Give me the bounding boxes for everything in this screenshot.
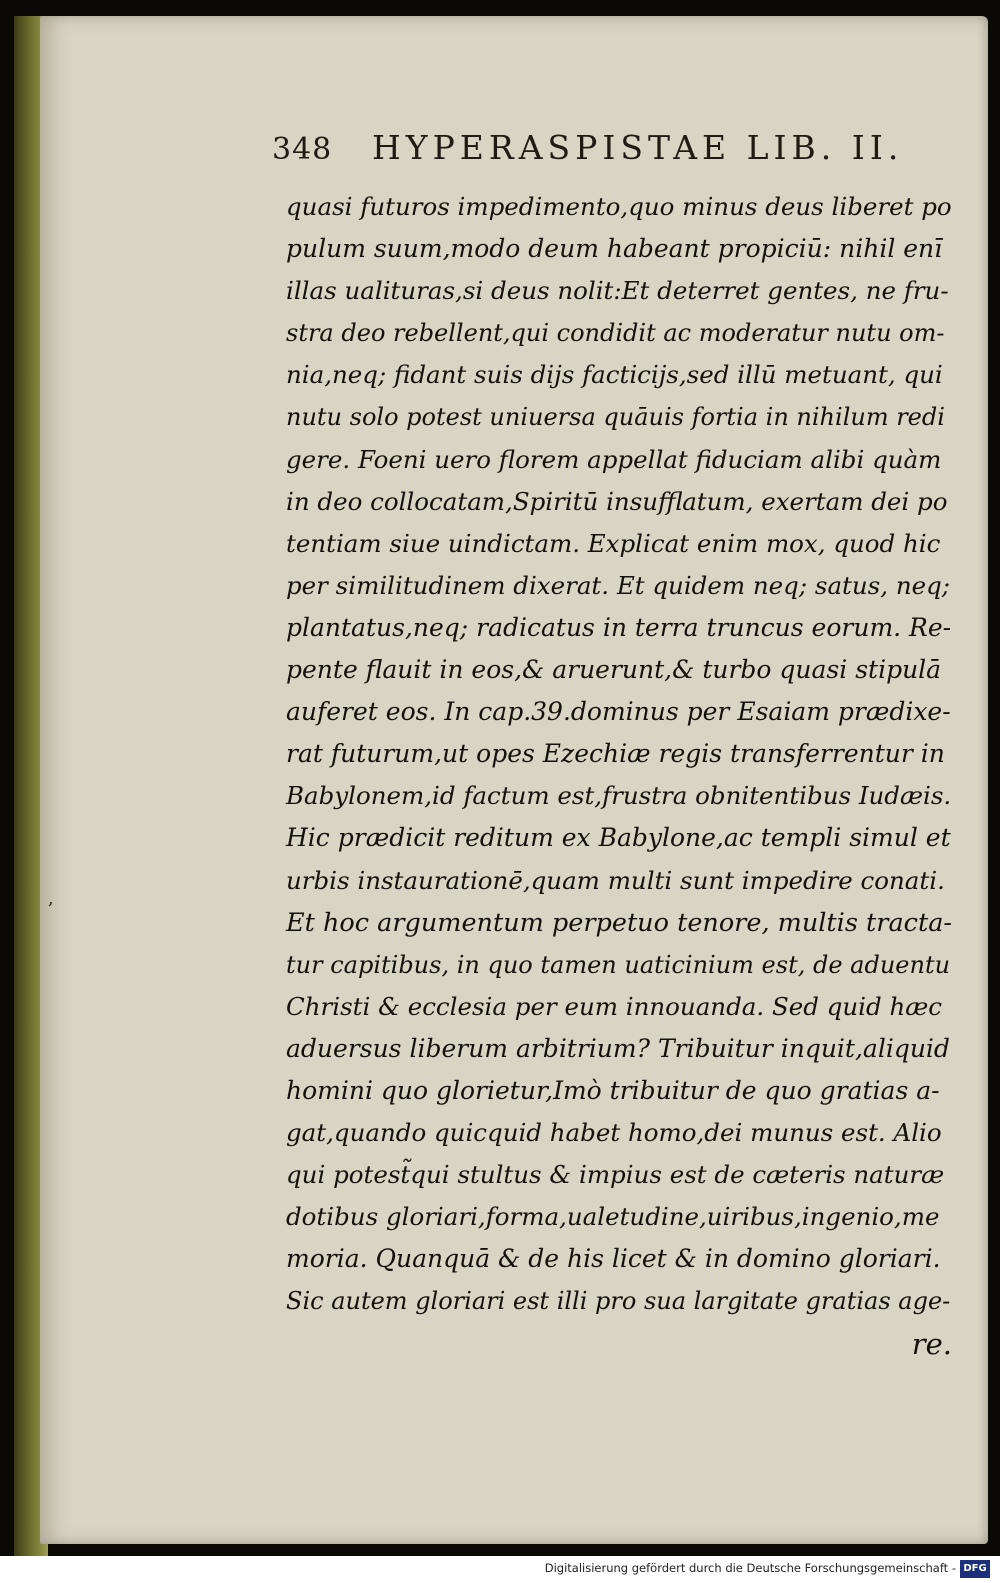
text-line: rat futurum,ut opes Ezechiæ regis transferrentur in [286,739,945,769]
body-text [286,186,952,1365]
text-line: stra deo rebellent,qui condidit ac moderatur nutu om- [286,319,945,348]
text-line: plantatus,neq; radicatus in terra truncus eorum. Re- [286,612,952,642]
text-line: moria. Quanquā & de his licet & in domino gloriari. [286,1244,941,1274]
text-line: pulum suum,modo deum habeant propiciū: nihil enī [286,234,943,264]
text-line: Christi & ecclesia per eum innouanda. Sed quid hæc [286,991,942,1021]
catchword: re. [911,1326,952,1361]
text-line: in deo collocatam,Spiritū insufflatum, exertam dei po [286,486,948,516]
text-line: aduersus liberum arbitrium? Tribuitur inquit,aliquid [286,1033,950,1063]
page-number: 348 [272,132,333,167]
text-line: quasi futuros impedimento,quo minus deus liberet po [286,192,952,221]
text-line: dotibus gloriari,forma,ualetudine,uiribus,ingenio,me [286,1202,940,1232]
text-line: nutu solo potest uniuersa quāuis fortia in nihilum redi [286,403,945,432]
running-head: HYPERASPISTAE LIB. II. [372,128,904,167]
dfg-logo-icon: DFG [960,1560,990,1578]
text-line: gere. Foeni uero florem appellat fiduciam alibi quàm [286,444,942,474]
page-header [272,128,912,172]
text-line: Babylonem,id factum est,frustra obnitentibus Iudæis. [286,781,952,811]
text-line: tur capitibus, in quo tamen uaticinium est, de aduentu [286,950,951,979]
text-line: pente flauit in eos,& aruerunt,& turbo quasi stipulā [286,655,942,685]
text-line: tentiam siue uindictam. Explicat enim mox, quod hic [286,528,941,558]
footer-bar [0,1556,1000,1583]
text-line: qui potest͏̃qui stultus & impius est de cæteris naturæ [286,1160,945,1190]
text-line: per similitudinem dixerat. Et quidem neq; satus, neq; [286,570,951,600]
text-line: auferet eos. In cap.39.dominus per Esaiam prædixe- [286,697,951,727]
text-line: illas ualituras,si deus nolit:Et deterret gentes, ne fru- [286,276,949,306]
text-line: Sic autem gloriari est illi pro sua largitate gratias age- [286,1287,951,1316]
text-line: Et hoc argumentum perpetuo tenore, multis tracta- [286,907,953,938]
text-line: gat,quando quicquid habet homo,dei munus est. Alio [286,1118,942,1148]
funding-notice: Digitalisierung gefördert durch die Deutsche Forschungsgemeinschaft - [544,1561,956,1575]
text-line: Hic prædicit reditum ex Babylone,ac templi simul et [286,823,951,853]
text-line: nia,neq; fidant suis dijs facticijs,sed illū metuant, qui [286,360,943,390]
text-line: homini quo glorietur,Imò tribuitur de quo gratias a- [286,1075,940,1105]
text-line: urbis instaurationē,quam multi sunt impedire conati. [286,865,945,895]
margin-mark [48,888,56,896]
